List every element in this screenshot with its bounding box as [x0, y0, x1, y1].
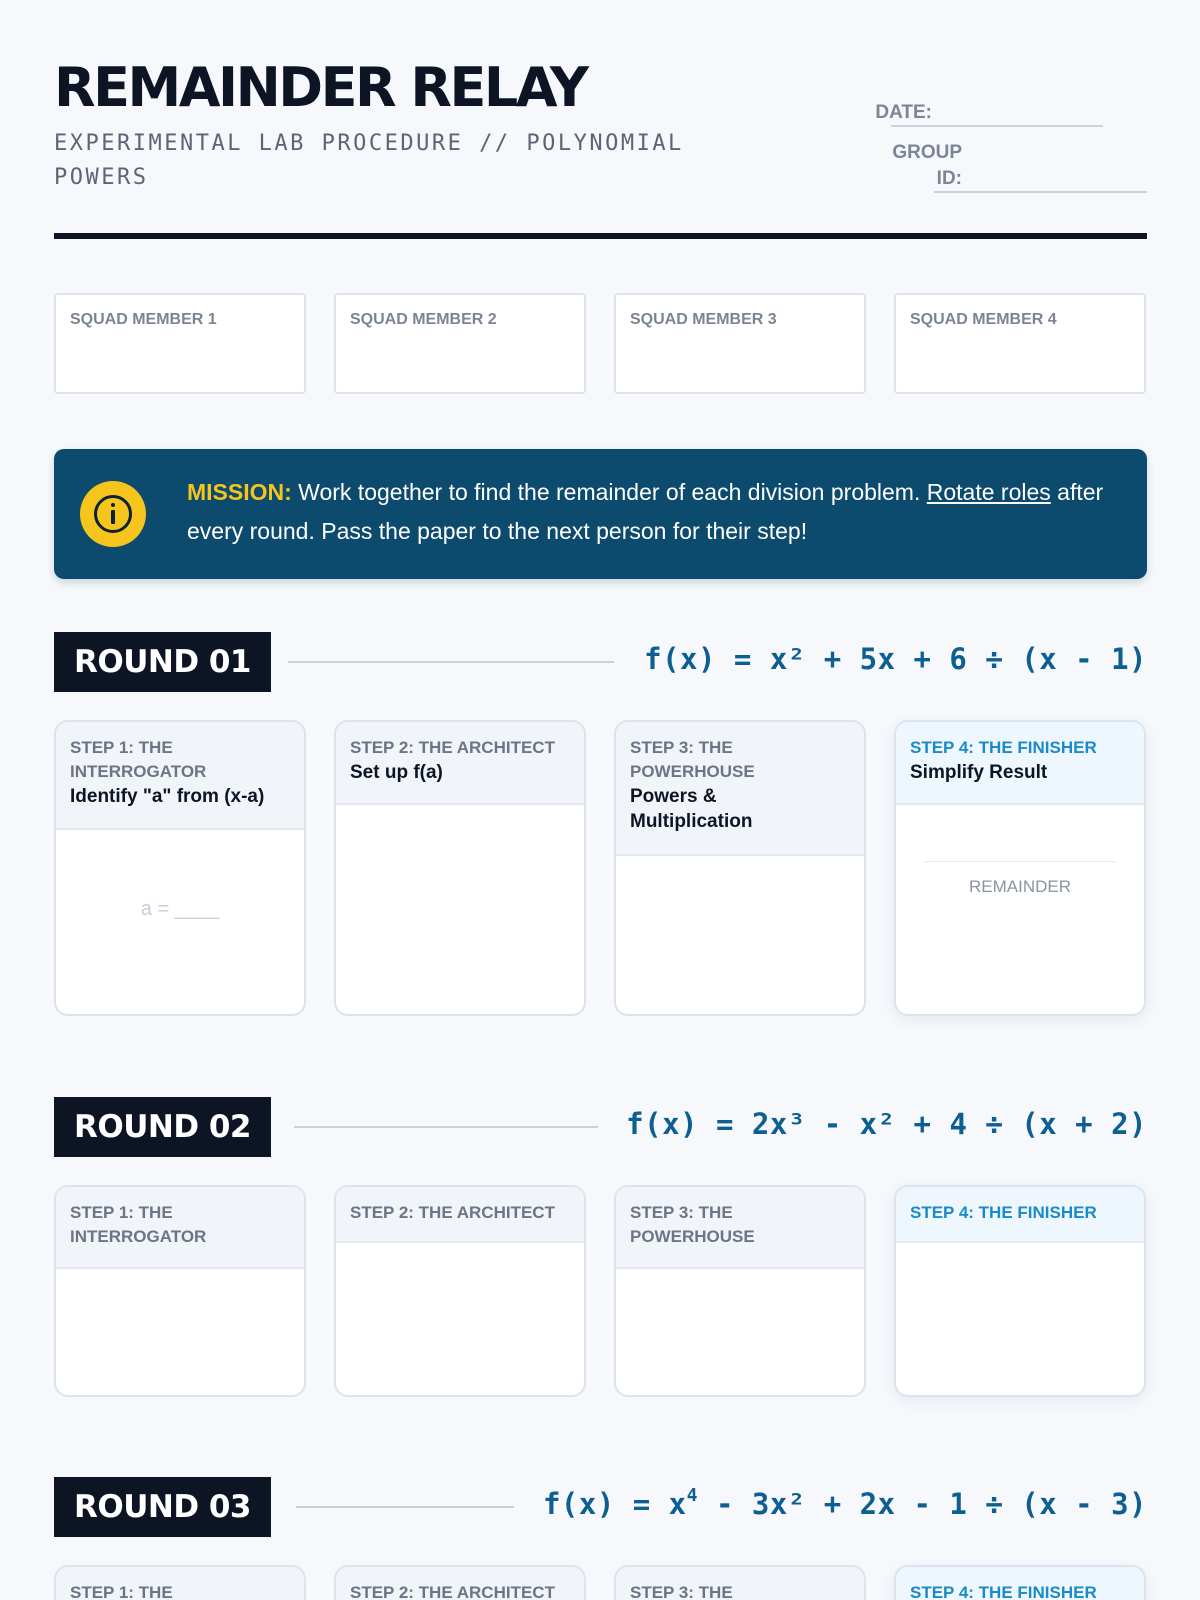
mission-text — [187, 473, 1127, 551]
step-title: STEP 2: THE ARCHITECT — [350, 1583, 555, 1600]
step-task: Powers & — [630, 786, 717, 807]
round-02-step-1-card[interactable] — [54, 1185, 306, 1397]
step-task: Identify "a" from (x-a) — [70, 786, 265, 807]
date-field[interactable] — [891, 125, 1103, 127]
step-title: INTERROGATOR — [70, 1227, 207, 1246]
info-icon — [80, 481, 146, 547]
step-title: INTERROGATOR — [70, 762, 207, 781]
round-01-step-3-card[interactable] — [614, 720, 866, 1016]
squad-member-label: SQUAD MEMBER 3 — [630, 311, 777, 328]
group-id-label-line1: GROUP — [892, 142, 962, 163]
round-02-step-2-card[interactable] — [334, 1185, 586, 1397]
squad-member-label: SQUAD MEMBER 2 — [350, 311, 497, 328]
round-03-step-3-card[interactable] — [614, 1565, 866, 1600]
date-label: DATE: — [875, 102, 932, 123]
step-title: STEP 1: THE — [70, 738, 173, 757]
page-title: REMAINDER RELAY — [54, 56, 587, 119]
round-01-step-1-card[interactable] — [54, 720, 306, 1016]
mission-banner — [54, 449, 1147, 579]
round-01-step-2-card[interactable] — [334, 720, 586, 1016]
round-01-header — [54, 632, 1147, 692]
round-03-header — [54, 1477, 1147, 1537]
page-subtitle: EXPERIMENTAL LAB PROCEDURE // POLYNOMIAL POWERS — [54, 131, 684, 190]
step-title: STEP 2: THE ARCHITECT — [350, 738, 555, 757]
step-title: STEP 2: THE ARCHITECT — [350, 1203, 555, 1222]
step-title: STEP 1: THE — [70, 1583, 173, 1600]
step-title: STEP 4: THE FINISHER — [910, 1583, 1097, 1600]
squad-member-1-box[interactable] — [54, 293, 306, 394]
round-02-step-3-card[interactable] — [614, 1185, 866, 1397]
round-03-badge: ROUND 03 — [54, 1477, 271, 1537]
mission-text-after: after every round. Pass the paper to the next person for their step! — [187, 479, 1104, 544]
round-03-step-2-card[interactable] — [334, 1565, 586, 1600]
step-title: POWERHOUSE — [630, 762, 755, 781]
round-02-divider — [294, 1126, 598, 1128]
remainder-line — [924, 861, 1116, 862]
round-02-badge: ROUND 02 — [54, 1097, 271, 1157]
round-02-header — [54, 1097, 1147, 1157]
step-task: Simplify Result — [910, 762, 1048, 783]
formula-exponent: 4 — [686, 1485, 698, 1507]
round-01-badge: ROUND 01 — [54, 632, 271, 692]
worksheet-page — [54, 0, 1147, 1600]
step-title: STEP 3: THE — [630, 1203, 733, 1222]
round-03-divider — [296, 1506, 514, 1508]
squad-member-label: SQUAD MEMBER 4 — [910, 311, 1057, 328]
group-id-label-line2: ID: — [936, 168, 962, 189]
squad-member-4-box[interactable] — [894, 293, 1146, 394]
step-task: Set up f(a) — [350, 762, 443, 783]
mission-text-before: Work together to find the remainder of each division problem. — [291, 479, 927, 505]
round-01-formula: f(x) = x² + 5x + 6 ÷ (x - 1) — [644, 642, 1147, 676]
step-title: STEP 3: THE — [630, 738, 733, 757]
formula-part: - 3x² + 2x - 1 ÷ (x - 3) — [698, 1487, 1147, 1521]
round-02-step-4-card[interactable] — [894, 1185, 1146, 1397]
remainder-label: REMAINDER — [968, 877, 1071, 896]
mission-lead: MISSION: — [187, 479, 292, 505]
step-task: Multiplication — [630, 811, 753, 832]
a-value-hint: a = ____ — [140, 898, 220, 920]
round-01-step-4-card[interactable] — [894, 720, 1146, 1016]
round-03-step-4-card[interactable] — [894, 1565, 1146, 1600]
round-01-divider — [288, 661, 614, 663]
step-title: STEP 1: THE — [70, 1203, 173, 1222]
round-02-formula: f(x) = 2x³ - x² + 4 ÷ (x + 2) — [626, 1107, 1147, 1141]
step-title: STEP 4: THE FINISHER — [910, 738, 1097, 757]
squad-member-label: SQUAD MEMBER 1 — [70, 311, 217, 328]
step-title: STEP 3: THE — [630, 1583, 733, 1600]
header-divider — [54, 233, 1147, 239]
round-03-step-1-card[interactable] — [54, 1565, 306, 1600]
group-id-field[interactable] — [934, 191, 1147, 193]
mission-emphasis: Rotate roles — [926, 479, 1051, 505]
step-title: STEP 4: THE FINISHER — [910, 1203, 1097, 1222]
round-03-formula — [543, 1487, 1147, 1521]
squad-member-2-box[interactable] — [334, 293, 586, 394]
formula-part: f(x) = x — [542, 1487, 687, 1521]
squad-member-3-box[interactable] — [614, 293, 866, 394]
step-title: POWERHOUSE — [630, 1227, 755, 1246]
